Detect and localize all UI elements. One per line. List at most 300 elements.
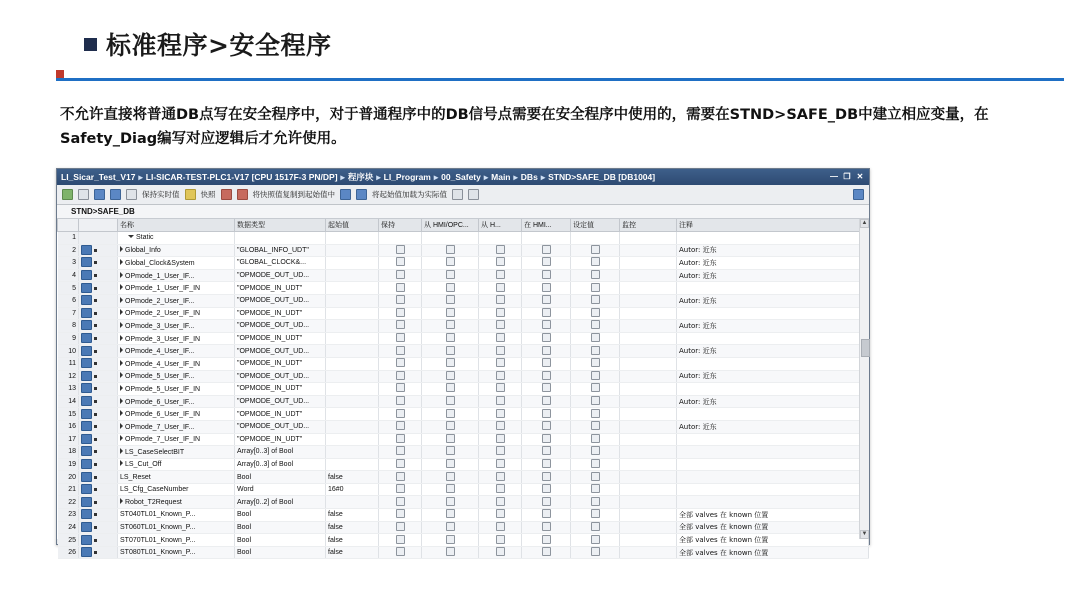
cell-hmi-3[interactable]: [522, 521, 571, 534]
checkbox[interactable]: [591, 446, 600, 455]
chevron-right-icon[interactable]: [120, 272, 123, 278]
cell-hmi-2[interactable]: [479, 395, 522, 408]
cell-hmi-opc[interactable]: [422, 294, 479, 307]
cell-setpoint[interactable]: [571, 232, 620, 245]
table-row[interactable]: [58, 282, 869, 295]
chevron-right-icon[interactable]: [120, 347, 123, 353]
chevron-right-icon[interactable]: [120, 398, 123, 404]
checkbox[interactable]: [446, 283, 455, 292]
checkbox[interactable]: [396, 535, 405, 544]
cell-comment[interactable]: [677, 483, 869, 496]
monitor-icon[interactable]: [94, 189, 105, 200]
cell-monitor[interactable]: [620, 370, 677, 383]
checkbox[interactable]: [591, 434, 600, 443]
cell-comment[interactable]: [677, 458, 869, 471]
checkbox[interactable]: [542, 509, 551, 518]
cell-retain[interactable]: [379, 282, 422, 295]
checkbox[interactable]: [542, 396, 551, 405]
cell-datatype[interactable]: Bool: [235, 534, 326, 547]
checkbox[interactable]: [446, 308, 455, 317]
checkbox[interactable]: [591, 371, 600, 380]
close-icon[interactable]: ✕: [856, 172, 864, 181]
cell-setpoint[interactable]: [571, 420, 620, 433]
toolbar-label-copy-snapshot-to-start[interactable]: 将快照值复制到起始值中: [252, 190, 335, 199]
cell-monitor[interactable]: [620, 269, 677, 282]
cell-name[interactable]: [118, 433, 235, 446]
cell-setpoint[interactable]: [571, 395, 620, 408]
cell-setpoint[interactable]: [571, 458, 620, 471]
cell-comment[interactable]: [677, 446, 869, 459]
checkbox[interactable]: [396, 396, 405, 405]
cell-name[interactable]: [118, 496, 235, 509]
checkbox[interactable]: [496, 509, 505, 518]
cell-monitor[interactable]: [620, 332, 677, 345]
cell-datatype[interactable]: "OPMODE_OUT_UD...: [235, 294, 326, 307]
cell-datatype[interactable]: Bool: [235, 471, 326, 484]
cell-retain[interactable]: [379, 496, 422, 509]
cell-hmi-3[interactable]: [522, 345, 571, 358]
cell-hmi-3[interactable]: [522, 471, 571, 484]
cell-monitor[interactable]: [620, 294, 677, 307]
checkbox[interactable]: [396, 484, 405, 493]
col-icon[interactable]: [79, 219, 118, 232]
cell-startvalue[interactable]: false: [326, 546, 379, 559]
cell-comment[interactable]: [677, 307, 869, 320]
checkbox[interactable]: [496, 320, 505, 329]
checkbox[interactable]: [396, 333, 405, 342]
checkbox[interactable]: [496, 497, 505, 506]
checkbox[interactable]: [446, 396, 455, 405]
table-row[interactable]: [58, 534, 869, 547]
checkbox[interactable]: [446, 371, 455, 380]
cell-hmi-opc[interactable]: [422, 307, 479, 320]
chevron-right-icon[interactable]: [120, 335, 123, 341]
cell-startvalue[interactable]: [326, 496, 379, 509]
checkbox[interactable]: [542, 535, 551, 544]
cell-hmi-opc[interactable]: [422, 458, 479, 471]
cell-comment[interactable]: [677, 282, 869, 295]
checkbox[interactable]: [496, 459, 505, 468]
cell-hmi-opc[interactable]: [422, 433, 479, 446]
checkbox[interactable]: [396, 409, 405, 418]
cell-setpoint[interactable]: [571, 534, 620, 547]
cell-name[interactable]: [118, 458, 235, 471]
cell-comment[interactable]: 全部 valves 在 known 位置: [677, 534, 869, 547]
cell-startvalue[interactable]: 16#0: [326, 483, 379, 496]
col-setpoint[interactable]: 设定值: [571, 219, 620, 232]
checkbox[interactable]: [446, 472, 455, 481]
cell-setpoint[interactable]: [571, 483, 620, 496]
cell-datatype[interactable]: "OPMODE_OUT_UD...: [235, 345, 326, 358]
checkbox[interactable]: [446, 295, 455, 304]
checkbox[interactable]: [591, 383, 600, 392]
col-startvalue[interactable]: 起始值: [326, 219, 379, 232]
checkbox[interactable]: [446, 358, 455, 367]
db-toolbar[interactable]: [57, 185, 869, 205]
cell-hmi-3[interactable]: [522, 370, 571, 383]
cell-hmi-opc[interactable]: [422, 420, 479, 433]
cell-startvalue[interactable]: [326, 408, 379, 421]
cell-datatype[interactable]: "OPMODE_OUT_UD...: [235, 269, 326, 282]
checkbox[interactable]: [591, 535, 600, 544]
checkbox[interactable]: [396, 346, 405, 355]
chevron-right-icon[interactable]: [120, 284, 123, 290]
cell-startvalue[interactable]: [326, 458, 379, 471]
cell-comment[interactable]: [677, 383, 869, 396]
checkbox[interactable]: [396, 472, 405, 481]
col-hmi-2[interactable]: 从 H...: [479, 219, 522, 232]
cell-hmi-opc[interactable]: [422, 546, 479, 559]
checkbox[interactable]: [496, 535, 505, 544]
checkbox[interactable]: [542, 358, 551, 367]
cell-retain[interactable]: [379, 433, 422, 446]
checkbox[interactable]: [396, 421, 405, 430]
vertical-scrollbar[interactable]: [859, 219, 869, 539]
cell-hmi-3[interactable]: [522, 357, 571, 370]
cell-datatype[interactable]: Bool: [235, 521, 326, 534]
checkbox[interactable]: [542, 295, 551, 304]
checkbox[interactable]: [542, 434, 551, 443]
checkbox[interactable]: [496, 270, 505, 279]
checkbox[interactable]: [396, 320, 405, 329]
cell-startvalue[interactable]: false: [326, 534, 379, 547]
cell-datatype[interactable]: "OPMODE_IN_UDT": [235, 332, 326, 345]
checkbox[interactable]: [396, 446, 405, 455]
cell-name[interactable]: [118, 244, 235, 257]
cell-datatype[interactable]: "OPMODE_OUT_UD...: [235, 395, 326, 408]
cell-hmi-3[interactable]: [522, 458, 571, 471]
chevron-right-icon[interactable]: [120, 460, 123, 466]
cell-hmi-opc[interactable]: [422, 332, 479, 345]
cell-retain[interactable]: [379, 534, 422, 547]
table-right-icon[interactable]: [468, 189, 479, 200]
table-row[interactable]: [58, 370, 869, 383]
cell-retain[interactable]: [379, 257, 422, 270]
table-row[interactable]: [58, 232, 869, 245]
col-datatype[interactable]: 数据类型: [235, 219, 326, 232]
cell-monitor[interactable]: [620, 420, 677, 433]
cell-setpoint[interactable]: [571, 294, 620, 307]
cell-name[interactable]: [118, 483, 235, 496]
cell-retain[interactable]: [379, 232, 422, 245]
checkbox[interactable]: [542, 257, 551, 266]
cell-startvalue[interactable]: [326, 420, 379, 433]
cell-monitor[interactable]: [620, 433, 677, 446]
checkbox[interactable]: [446, 535, 455, 544]
cell-setpoint[interactable]: [571, 546, 620, 559]
expand-table-icon[interactable]: [853, 189, 864, 200]
cell-hmi-opc[interactable]: [422, 446, 479, 459]
cell-hmi-opc[interactable]: [422, 269, 479, 282]
cell-hmi-3[interactable]: [522, 232, 571, 245]
snapshot-icon[interactable]: [62, 189, 73, 200]
checkbox[interactable]: [396, 283, 405, 292]
checkbox[interactable]: [542, 333, 551, 342]
cell-startvalue[interactable]: false: [326, 509, 379, 522]
cell-comment[interactable]: [677, 332, 869, 345]
checkbox[interactable]: [396, 358, 405, 367]
cell-hmi-opc[interactable]: [422, 483, 479, 496]
checkbox[interactable]: [542, 308, 551, 317]
cell-setpoint[interactable]: [571, 471, 620, 484]
cell-name[interactable]: [118, 395, 235, 408]
checkbox[interactable]: [396, 522, 405, 531]
checkbox[interactable]: [446, 459, 455, 468]
cell-comment[interactable]: [677, 408, 869, 421]
cell-datatype[interactable]: "OPMODE_OUT_UD...: [235, 320, 326, 333]
chevron-right-icon[interactable]: [120, 498, 123, 504]
checkbox[interactable]: [446, 484, 455, 493]
cell-comment[interactable]: Autor: 近东: [677, 345, 869, 358]
cell-datatype[interactable]: "OPMODE_OUT_UD...: [235, 420, 326, 433]
cell-hmi-opc[interactable]: [422, 383, 479, 396]
checkbox[interactable]: [446, 421, 455, 430]
cell-datatype[interactable]: Word: [235, 483, 326, 496]
checkbox[interactable]: [591, 497, 600, 506]
checkbox[interactable]: [542, 270, 551, 279]
cell-monitor[interactable]: [620, 257, 677, 270]
cell-monitor[interactable]: [620, 446, 677, 459]
checkbox[interactable]: [446, 333, 455, 342]
cell-datatype[interactable]: Bool: [235, 546, 326, 559]
col-monitor[interactable]: 监控: [620, 219, 677, 232]
cell-comment[interactable]: Autor: 近东: [677, 320, 869, 333]
checkbox[interactable]: [542, 371, 551, 380]
cell-name[interactable]: [118, 383, 235, 396]
cell-startvalue[interactable]: [326, 370, 379, 383]
cell-datatype[interactable]: "OPMODE_IN_UDT": [235, 408, 326, 421]
checkbox[interactable]: [591, 346, 600, 355]
chevron-right-icon[interactable]: [120, 322, 123, 328]
cell-setpoint[interactable]: [571, 345, 620, 358]
cell-hmi-2[interactable]: [479, 483, 522, 496]
cell-setpoint[interactable]: [571, 357, 620, 370]
cell-hmi-opc[interactable]: [422, 370, 479, 383]
chevron-down-icon[interactable]: [128, 235, 134, 238]
cell-datatype[interactable]: Array[0..3] of Bool: [235, 446, 326, 459]
checkbox[interactable]: [396, 547, 405, 556]
cell-hmi-2[interactable]: [479, 383, 522, 396]
table-row[interactable]: [58, 257, 869, 270]
checkbox[interactable]: [446, 446, 455, 455]
cell-datatype[interactable]: "OPMODE_IN_UDT": [235, 433, 326, 446]
cell-monitor[interactable]: [620, 509, 677, 522]
copy-icon[interactable]: [78, 189, 89, 200]
checkbox[interactable]: [591, 409, 600, 418]
cell-datatype[interactable]: "OPMODE_IN_UDT": [235, 383, 326, 396]
cell-hmi-3[interactable]: [522, 244, 571, 257]
col-retain[interactable]: 保持: [379, 219, 422, 232]
cell-hmi-2[interactable]: [479, 294, 522, 307]
cell-hmi-opc[interactable]: [422, 534, 479, 547]
cell-comment[interactable]: [677, 496, 869, 509]
checkbox[interactable]: [542, 472, 551, 481]
checkbox[interactable]: [396, 257, 405, 266]
cell-hmi-3[interactable]: [522, 257, 571, 270]
cell-retain[interactable]: [379, 395, 422, 408]
cell-comment[interactable]: 全部 valves 在 known 位置: [677, 521, 869, 534]
toolbar-label-load-start-as-actual[interactable]: 将起始值加载为实际值: [372, 190, 447, 199]
checkbox[interactable]: [542, 409, 551, 418]
cell-comment[interactable]: Autor: 近东: [677, 294, 869, 307]
checkbox[interactable]: [396, 308, 405, 317]
cell-monitor[interactable]: [620, 534, 677, 547]
checkbox[interactable]: [446, 270, 455, 279]
checkbox[interactable]: [542, 497, 551, 506]
cell-comment[interactable]: 全部 valves 在 known 位置: [677, 546, 869, 559]
cell-hmi-2[interactable]: [479, 446, 522, 459]
cell-comment[interactable]: Autor: 近东: [677, 395, 869, 408]
col-hmi-opc[interactable]: 从 HMI/OPC...: [422, 219, 479, 232]
cell-hmi-2[interactable]: [479, 307, 522, 320]
cell-datatype[interactable]: "OPMODE_IN_UDT": [235, 357, 326, 370]
table-row[interactable]: [58, 446, 869, 459]
cell-hmi-3[interactable]: [522, 282, 571, 295]
table-row[interactable]: [58, 496, 869, 509]
checkbox[interactable]: [496, 396, 505, 405]
cell-monitor[interactable]: [620, 458, 677, 471]
cell-name[interactable]: [118, 509, 235, 522]
checkbox[interactable]: [446, 409, 455, 418]
cell-startvalue[interactable]: [326, 244, 379, 257]
cell-hmi-3[interactable]: [522, 509, 571, 522]
table-row[interactable]: [58, 395, 869, 408]
cell-retain[interactable]: [379, 345, 422, 358]
table-row[interactable]: [58, 471, 869, 484]
checkbox[interactable]: [446, 522, 455, 531]
cell-hmi-3[interactable]: [522, 395, 571, 408]
checkbox[interactable]: [591, 257, 600, 266]
checkbox[interactable]: [496, 257, 505, 266]
checkbox[interactable]: [446, 497, 455, 506]
cell-startvalue[interactable]: [326, 294, 379, 307]
cell-setpoint[interactable]: [571, 269, 620, 282]
cell-setpoint[interactable]: [571, 383, 620, 396]
cell-comment[interactable]: [677, 471, 869, 484]
checkbox[interactable]: [591, 472, 600, 481]
col-comment[interactable]: 注释: [677, 219, 869, 232]
cell-datatype[interactable]: Bool: [235, 509, 326, 522]
cell-hmi-2[interactable]: [479, 244, 522, 257]
cell-setpoint[interactable]: [571, 446, 620, 459]
cell-monitor[interactable]: [620, 307, 677, 320]
cell-hmi-2[interactable]: [479, 408, 522, 421]
cell-name[interactable]: [118, 446, 235, 459]
cell-hmi-2[interactable]: [479, 471, 522, 484]
cell-hmi-3[interactable]: [522, 294, 571, 307]
cell-monitor[interactable]: [620, 395, 677, 408]
cell-monitor[interactable]: [620, 496, 677, 509]
cell-hmi-2[interactable]: [479, 496, 522, 509]
table-row[interactable]: [58, 433, 869, 446]
cell-retain[interactable]: [379, 483, 422, 496]
cell-hmi-3[interactable]: [522, 307, 571, 320]
cell-retain[interactable]: [379, 357, 422, 370]
checkbox[interactable]: [591, 333, 600, 342]
checkbox[interactable]: [542, 547, 551, 556]
chevron-right-icon[interactable]: [120, 297, 123, 303]
cell-hmi-3[interactable]: [522, 332, 571, 345]
cell-setpoint[interactable]: [571, 408, 620, 421]
cell-monitor[interactable]: [620, 232, 677, 245]
cell-hmi-2[interactable]: [479, 232, 522, 245]
cell-datatype[interactable]: Array[0..3] of Bool: [235, 458, 326, 471]
cell-name[interactable]: [118, 420, 235, 433]
checkbox[interactable]: [591, 308, 600, 317]
checkbox[interactable]: [496, 371, 505, 380]
cell-hmi-2[interactable]: [479, 332, 522, 345]
cell-name[interactable]: [118, 546, 235, 559]
checkbox[interactable]: [496, 522, 505, 531]
cell-hmi-2[interactable]: [479, 509, 522, 522]
camera-icon[interactable]: [185, 189, 196, 200]
checkbox[interactable]: [446, 509, 455, 518]
cell-startvalue[interactable]: false: [326, 471, 379, 484]
checkbox[interactable]: [496, 446, 505, 455]
chevron-right-icon[interactable]: [120, 372, 123, 378]
checkbox[interactable]: [496, 245, 505, 254]
checkbox[interactable]: [446, 547, 455, 556]
cell-hmi-3[interactable]: [522, 383, 571, 396]
glasses-icon[interactable]: [126, 189, 137, 200]
cell-comment[interactable]: Autor: 近东: [677, 370, 869, 383]
checkbox[interactable]: [496, 484, 505, 493]
checkbox[interactable]: [496, 346, 505, 355]
cell-retain[interactable]: [379, 408, 422, 421]
table-row[interactable]: [58, 458, 869, 471]
checkbox[interactable]: [496, 409, 505, 418]
cell-monitor[interactable]: [620, 546, 677, 559]
cell-hmi-2[interactable]: [479, 521, 522, 534]
cell-setpoint[interactable]: [571, 244, 620, 257]
checkbox[interactable]: [396, 383, 405, 392]
cell-hmi-2[interactable]: [479, 534, 522, 547]
checkbox[interactable]: [591, 396, 600, 405]
cell-startvalue[interactable]: [326, 232, 379, 245]
cell-retain[interactable]: [379, 320, 422, 333]
checkbox[interactable]: [446, 434, 455, 443]
checkbox[interactable]: [542, 320, 551, 329]
checkbox[interactable]: [542, 446, 551, 455]
checkbox[interactable]: [396, 245, 405, 254]
cell-setpoint[interactable]: [571, 282, 620, 295]
checkbox[interactable]: [542, 459, 551, 468]
cell-setpoint[interactable]: [571, 320, 620, 333]
chevron-right-icon[interactable]: [120, 259, 123, 265]
checkbox[interactable]: [396, 459, 405, 468]
cell-name[interactable]: [118, 269, 235, 282]
cell-name[interactable]: [118, 332, 235, 345]
cell-comment[interactable]: 全部 valves 在 known 位置: [677, 509, 869, 522]
checkbox[interactable]: [446, 245, 455, 254]
cell-startvalue[interactable]: [326, 282, 379, 295]
checkbox[interactable]: [496, 333, 505, 342]
minimize-icon[interactable]: —: [830, 172, 838, 181]
checkbox[interactable]: [496, 295, 505, 304]
cell-hmi-2[interactable]: [479, 357, 522, 370]
checkbox[interactable]: [396, 509, 405, 518]
cell-startvalue[interactable]: [326, 307, 379, 320]
cell-startvalue[interactable]: [326, 433, 379, 446]
chevron-right-icon[interactable]: [120, 246, 123, 252]
cell-startvalue[interactable]: [326, 395, 379, 408]
cell-setpoint[interactable]: [571, 433, 620, 446]
list-icon[interactable]: [110, 189, 121, 200]
checkbox[interactable]: [591, 295, 600, 304]
table-row[interactable]: [58, 420, 869, 433]
checkbox[interactable]: [542, 346, 551, 355]
cell-monitor[interactable]: [620, 244, 677, 257]
